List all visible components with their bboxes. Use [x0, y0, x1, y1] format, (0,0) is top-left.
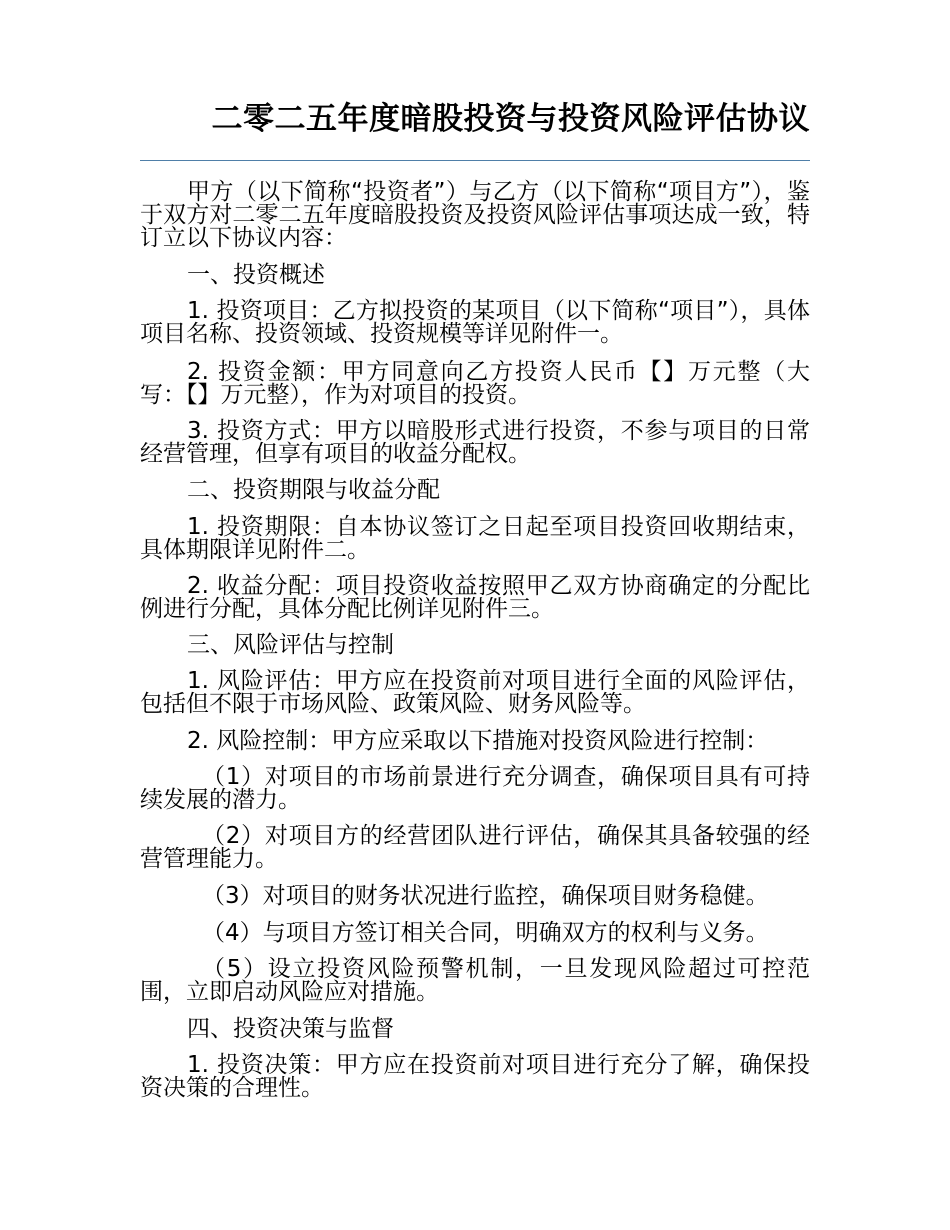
title-divider [140, 160, 810, 161]
section-2-item-2: 2. 收益分配：项目投资收益按照甲乙双方协商确定的分配比例进行分配，具体分配比例详见附件三。 [140, 573, 810, 622]
section-3-subitem-5: （5）设立投资风险预警机制，一旦发现风险超过可控范围，立即启动风险应对措施。 [140, 956, 810, 1005]
section-3-subitem-4: （4）与项目方签订相关合同，明确双方的权利与义务。 [202, 920, 769, 946]
section-heading-4: 四、投资决策与监督 [187, 1016, 394, 1042]
section-3-item-2: 2. 风险控制：甲方应采取以下措施对投资风险进行控制： [187, 728, 769, 754]
section-3-subitem-3: （3）对项目的财务状况进行监控，确保项目财务稳健。 [202, 883, 769, 909]
document-title: 二零二五年度暗股投资与投资风险评估协议 [211, 101, 810, 137]
intro-paragraph: 甲方（以下简称“投资者”）与乙方（以下简称“项目方”），鉴于双方对二零二五年度暗股投资及投资风险评估事项达成一致，特订立以下协议内容： [140, 179, 810, 251]
section-1-item-1: 1. 投资项目：乙方拟投资的某项目（以下简称“项目”），具体项目名称、投资领域、投资规模等详见附件一。 [140, 298, 810, 347]
section-heading-1: 一、投资概述 [187, 262, 325, 288]
section-heading-2: 二、投资期限与收益分配 [187, 477, 440, 503]
section-3-subitem-2: （2）对项目方的经营团队进行评估，确保其具备较强的经营管理能力。 [140, 823, 810, 872]
section-1-item-3: 3. 投资方式：甲方以暗股形式进行投资，不参与项目的日常经营管理，但享有项目的收益分配权。 [140, 418, 810, 467]
section-3-item-1: 1. 风险评估：甲方应在投资前对项目进行全面的风险评估，包括但不限于市场风险、政策风险、财务风险等。 [140, 668, 810, 717]
section-1-item-2: 2. 投资金额：甲方同意向乙方投资人民币【】万元整（大写：【】万元整），作为对项目的投资。 [140, 359, 810, 408]
section-heading-3: 三、风险评估与控制 [187, 632, 394, 658]
section-3-subitem-1: （1）对项目的市场前景进行充分调查，确保项目具有可持续发展的潜力。 [140, 764, 810, 813]
section-2-item-1: 1. 投资期限：自本协议签订之日起至项目投资回收期结束，具体期限详见附件二。 [140, 514, 810, 563]
section-4-item-1: 1. 投资决策：甲方应在投资前对项目进行充分了解，确保投资决策的合理性。 [140, 1052, 810, 1101]
